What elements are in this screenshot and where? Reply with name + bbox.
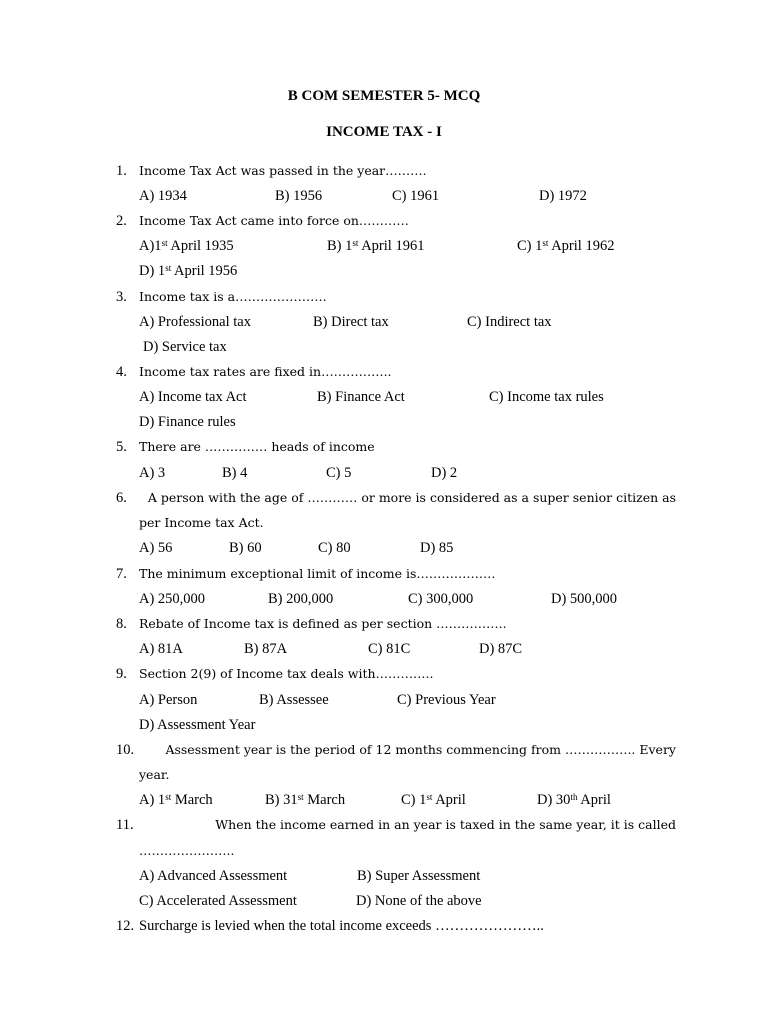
question-2: 2. Income Tax Act came into force on………… xyxy=(116,213,409,229)
option-3b: B) Direct tax xyxy=(313,314,389,330)
question-11: 11. When the income earned in an year is taxed in the same year, it is called xyxy=(116,817,676,833)
option-7d: D) 500,000 xyxy=(551,591,618,607)
question-text: Surcharge is levied when the total income exceeds ………………….. xyxy=(139,918,544,934)
question-text: Assessment year is the period of 12 months commencing from …………….. Every xyxy=(165,742,676,757)
question-7: 7. The minimum exceptional limit of income is………………. xyxy=(116,566,496,582)
question-10-continued: year. xyxy=(139,767,170,782)
question-9: 9. Section 2(9) of Income tax deals with………….. xyxy=(116,666,434,682)
option-8c: C) 81C xyxy=(368,641,411,657)
option-8a: A) 81A xyxy=(139,641,183,657)
question-6-continued: per Income tax Act. xyxy=(139,515,264,530)
option-6a: A) 56 xyxy=(139,540,173,556)
option-2a: A)1st April 1935 xyxy=(139,238,234,254)
question-text: Rebate of Income tax is defined as per section …………….. xyxy=(139,616,507,631)
question-text: When the income earned in an year is taxed in the same year, it is called xyxy=(215,817,676,832)
question-4: 4. Income tax rates are fixed in…………….. xyxy=(116,364,392,380)
question-10: 10. Assessment year is the period of 12 months commencing from …………….. Every xyxy=(116,742,676,758)
document-title: B COM SEMESTER 5- MCQ xyxy=(287,88,481,104)
option-3a: A) Professional tax xyxy=(139,314,251,330)
option-2c: C) 1st April 1962 xyxy=(517,238,615,254)
option-10b: B) 31st March xyxy=(265,792,346,808)
question-text: A person with the age of ………… or more is considered as a super senior citizen as xyxy=(147,490,676,505)
option-2b: B) 1st April 1961 xyxy=(327,238,425,254)
question-text: Section 2(9) of Income tax deals with………….. xyxy=(139,666,434,681)
option-9c: C) Previous Year xyxy=(397,692,496,708)
option-9b: B) Assessee xyxy=(259,692,329,708)
option-4b: B) Finance Act xyxy=(317,389,405,405)
question-3: 3. Income tax is a…………………. xyxy=(116,289,327,305)
question-6: 6. A person with the age of ………… or more is considered as a super senior citizen as xyxy=(116,490,676,506)
option-4c: C) Income tax rules xyxy=(489,389,604,405)
option-1c: C) 1961 xyxy=(392,188,440,204)
option-11d: D) None of the above xyxy=(356,893,482,909)
option-7c: C) 300,000 xyxy=(408,591,474,607)
option-1d: D) 1972 xyxy=(539,188,587,204)
option-11c: C) Accelerated Assessment xyxy=(139,893,297,909)
option-7a: A) 250,000 xyxy=(139,591,206,607)
option-9d: D) Assessment Year xyxy=(139,717,256,733)
option-8b: B) 87A xyxy=(244,641,288,657)
option-1a: A) 1934 xyxy=(139,188,187,204)
option-5c: C) 5 xyxy=(326,465,352,481)
question-12: 12. Surcharge is levied when the total income exceeds ………………….. xyxy=(116,918,544,934)
option-11b: B) Super Assessment xyxy=(357,868,481,884)
option-1b: B) 1956 xyxy=(275,188,323,204)
option-5a: A) 3 xyxy=(139,465,166,481)
option-4a: A) Income tax Act xyxy=(139,389,247,405)
option-5b: B) 4 xyxy=(222,465,248,481)
document-subject: INCOME TAX - I xyxy=(326,124,442,140)
option-6c: C) 80 xyxy=(318,540,351,556)
option-7b: B) 200,000 xyxy=(268,591,334,607)
question-5: 5. There are …………… heads of income xyxy=(116,439,375,455)
option-11a: A) Advanced Assessment xyxy=(139,868,288,884)
option-9a: A) Person xyxy=(139,692,198,708)
option-5d: D) 2 xyxy=(431,465,458,481)
option-10c: C) 1st April xyxy=(401,792,466,808)
question-text: Income Tax Act came into force on………… xyxy=(139,213,409,228)
option-10a: A) 1st March xyxy=(139,792,213,808)
option-6d: D) 85 xyxy=(420,540,454,556)
option-6b: B) 60 xyxy=(229,540,262,556)
question-text: Income tax rates are fixed in…………….. xyxy=(139,364,392,379)
question-text: There are …………… heads of income xyxy=(139,439,375,454)
option-10d: D) 30th April xyxy=(537,792,611,808)
question-11-continued: ………………….. xyxy=(139,843,235,858)
question-1: 1. Income Tax Act was passed in the year………. xyxy=(116,163,427,179)
question-8: 8. Rebate of Income tax is defined as per section …………….. xyxy=(116,616,507,632)
option-3d: D) Service tax xyxy=(143,339,227,355)
question-text: Income tax is a…………………. xyxy=(139,289,327,304)
question-text: The minimum exceptional limit of income is………………. xyxy=(139,566,496,581)
option-3c: C) Indirect tax xyxy=(467,314,552,330)
question-text: Income Tax Act was passed in the year………. xyxy=(139,163,427,178)
option-4d: D) Finance rules xyxy=(139,414,236,430)
option-8d: D) 87C xyxy=(479,641,523,657)
option-2d: D) 1st April 1956 xyxy=(139,263,238,279)
